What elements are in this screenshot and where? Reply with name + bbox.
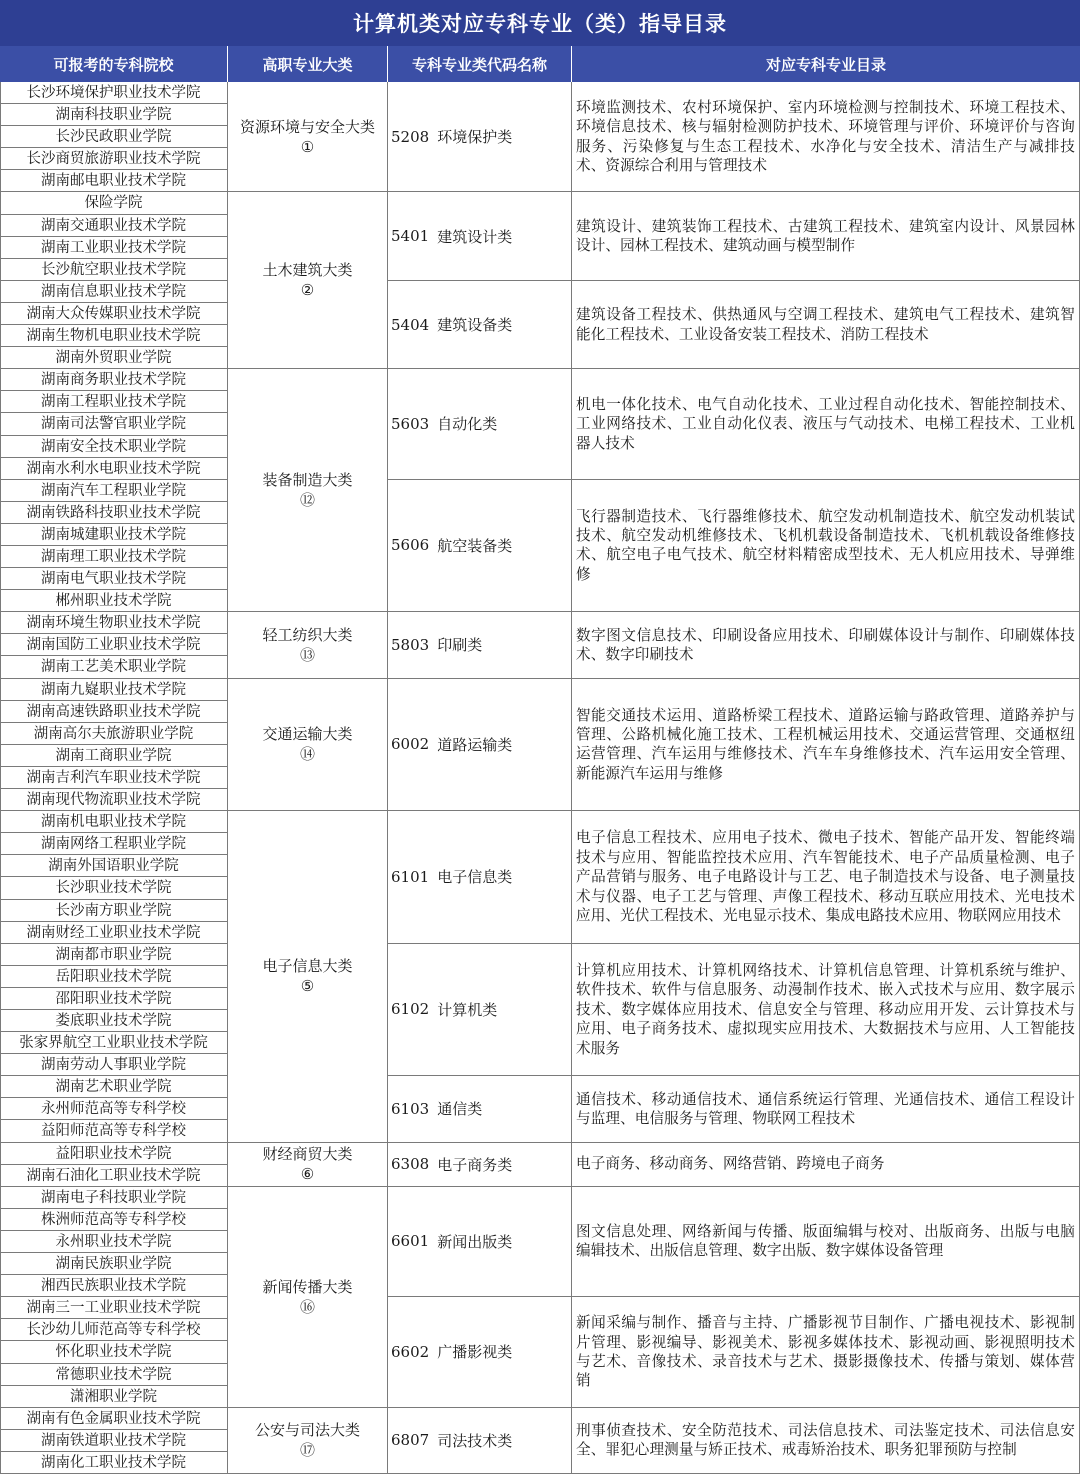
school-cell: 湖南电子科技职业学院	[0, 1187, 228, 1209]
school-cell: 湖南网络工程职业学院	[0, 833, 228, 855]
school-cell: 湖南有色金属职业技术学院	[0, 1408, 228, 1430]
school-cell: 永州师范高等专科学校	[0, 1098, 228, 1120]
school-cell: 永州职业技术学院	[0, 1231, 228, 1253]
school-cell: 湖南工业职业技术学院	[0, 237, 228, 259]
category-cell	[228, 82, 388, 192]
school-cell: 张家界航空工业职业技术学院	[0, 1032, 228, 1054]
subclass-code-cell	[388, 679, 572, 812]
school-cell: 湖南水利水电职业技术学院	[0, 458, 228, 480]
header-code: 专科专业类代码名称	[388, 46, 572, 82]
subclass-code: 6002	[391, 735, 430, 754]
school-cell: 湖南汽车工程职业学院	[0, 480, 228, 502]
majors-list-cell	[572, 82, 1080, 192]
school-cell: 长沙幼儿师范高等专科学校	[0, 1319, 228, 1341]
school-cell: 湖南外贸职业学院	[0, 347, 228, 369]
school-cell: 湖南九嶷职业技术学院	[0, 679, 228, 701]
school-cell: 湖南劳动人事职业学院	[0, 1054, 228, 1076]
school-cell: 湘西民族职业技术学院	[0, 1275, 228, 1297]
majors-list-cell	[572, 1076, 1080, 1142]
majors-list: 计算机应用技术、计算机网络技术、计算机信息管理、计算机系统与维护、软件技术、软件与信息服务、动漫制作技术、嵌入式技术与应用、数字展示技术、数字媒体应用技术、信息安全与管理、移动应用开发、云计算技术与应用、电子商务技术、虚拟现实应用技术、大数据技术与应用、人工智能技术服务	[576, 961, 1075, 1057]
school-cell: 长沙南方职业学院	[0, 900, 228, 922]
majors-list: 飞行器制造技术、飞行器维修技术、航空发动机制造技术、航空发动机装试技术、航空发动机维修技术、飞机机载设备制造技术、飞机机载设备维修技术、航空电子电气技术、航空材料精密成型技术、无人机应用技术、导弹维修	[576, 507, 1075, 583]
subclass-code-cell	[388, 480, 572, 613]
header-category: 高职专业大类	[228, 46, 388, 82]
category-name: 装备制造大类	[262, 471, 353, 490]
category-number: ⑫	[299, 491, 315, 510]
school-cell: 湖南信息职业技术学院	[0, 281, 228, 303]
subclass-code-cell	[388, 1143, 572, 1187]
subclass-code: 6308	[391, 1155, 430, 1174]
school-cell: 长沙民政职业学院	[0, 126, 228, 148]
majors-list-cell	[572, 811, 1080, 944]
subclass-name: 环境保护类	[437, 128, 513, 147]
majors-list: 机电一体化技术、电气自动化技术、工业过程自动化技术、智能控制技术、工业网络技术、工业自动化仪表、液压与气动技术、电梯工程技术、工业机器人技术	[576, 395, 1075, 452]
majors-list-cell	[572, 1297, 1080, 1407]
category-cell	[228, 192, 388, 369]
subclass-code: 6103	[391, 1099, 430, 1118]
school-cell: 湖南工程职业技术学院	[0, 391, 228, 413]
category-cell	[228, 679, 388, 812]
school-cell: 长沙职业技术学院	[0, 877, 228, 899]
school-cell: 郴州职业技术学院	[0, 590, 228, 612]
header-schools: 可报考的专科院校	[0, 46, 228, 82]
subclass-name: 建筑设备类	[437, 316, 513, 335]
school-cell: 益阳职业技术学院	[0, 1143, 228, 1165]
category-cell	[228, 612, 388, 678]
majors-list: 刑事侦查技术、安全防范技术、司法信息技术、司法鉴定技术、司法信息安全、罪犯心理测量与矫正技术、戒毒矫治技术、职务犯罪预防与控制	[576, 1421, 1075, 1459]
majors-table	[0, 82, 1080, 1474]
subclass-code-cell	[388, 82, 572, 192]
subclass-code-cell	[388, 612, 572, 678]
school-cell: 湖南国防工业职业技术学院	[0, 634, 228, 656]
subclass-code: 6807	[391, 1431, 430, 1450]
subclass-code: 5401	[391, 227, 430, 246]
category-cell	[228, 1187, 388, 1408]
majors-list: 图文信息处理、网络新闻与传播、版面编辑与校对、出版商务、出版与电脑编辑技术、出版信息管理、数字出版、数字媒体设备管理	[576, 1223, 1075, 1260]
subclass-code-cell	[388, 1297, 572, 1407]
subclass-name: 航空装备类	[437, 536, 513, 555]
subclass-name: 建筑设计类	[437, 227, 513, 246]
page-title: 计算机类对应专科专业（类）指导目录	[0, 0, 1080, 46]
subclass-code: 6602	[391, 1342, 430, 1361]
school-cell: 常德职业技术学院	[0, 1364, 228, 1386]
school-cell: 娄底职业技术学院	[0, 1010, 228, 1032]
school-cell: 湖南高尔夫旅游职业学院	[0, 723, 228, 745]
majors-list-cell	[572, 612, 1080, 678]
school-cell: 保险学院	[0, 192, 228, 214]
table-header	[0, 46, 1080, 82]
school-cell: 长沙环境保护职业技术学院	[0, 82, 228, 104]
category-cell	[228, 369, 388, 612]
category-number: ②	[300, 281, 315, 300]
majors-list: 建筑设计、建筑装饰工程技术、古建筑工程技术、建筑室内设计、风景园林设计、园林工程技术、建筑动画与模型制作	[576, 217, 1075, 255]
school-cell: 湖南艺术职业学院	[0, 1076, 228, 1098]
majors-list: 电子商务、移动商务、网络营销、跨境电子商务	[576, 1155, 885, 1173]
subclass-code: 6601	[391, 1232, 430, 1251]
school-cell: 湖南财经工业职业技术学院	[0, 922, 228, 944]
school-cell: 湖南商务职业技术学院	[0, 369, 228, 391]
school-cell: 湖南司法警官职业学院	[0, 413, 228, 435]
school-cell: 湖南城建职业技术学院	[0, 524, 228, 546]
subclass-code-cell	[388, 944, 572, 1077]
subclass-code-cell	[388, 281, 572, 369]
school-cell: 湖南都市职业学院	[0, 944, 228, 966]
school-cell: 湖南机电职业技术学院	[0, 811, 228, 833]
majors-list-cell	[572, 1408, 1080, 1474]
category-name: 公安与司法大类	[254, 1421, 360, 1440]
subclass-code-cell	[388, 192, 572, 280]
category-name: 新闻传播大类	[262, 1277, 353, 1296]
category-number: ⑭	[299, 745, 315, 764]
subclass-code-cell	[388, 811, 572, 944]
category-cell	[228, 1408, 388, 1474]
school-cell: 湖南工艺美术职业学院	[0, 656, 228, 678]
header-majors: 对应专科专业目录	[572, 46, 1080, 82]
category-number: ⑬	[299, 645, 315, 664]
majors-list: 智能交通技术运用、道路桥梁工程技术、道路运输与路政管理、道路养护与管理、公路机械化施工技术、工程机械运用技术、交通运营管理、交通枢纽运营管理、汽车运用与维修技术、汽车车身维修技术、汽车运用安全管理、新能源汽车运用与维修	[576, 706, 1075, 782]
school-cell: 湖南电气职业技术学院	[0, 568, 228, 590]
category-number: ⑯	[299, 1297, 315, 1316]
majors-list: 数字图文信息技术、印刷设备应用技术、印刷媒体设计与制作、印刷媒体技术、数字印刷技术	[576, 626, 1075, 663]
subclass-code-cell	[388, 1076, 572, 1142]
majors-list: 环境监测技术、农村环境保护、室内环境检测与控制技术、环境工程技术、环境信息技术、核与辐射检测防护技术、环境管理与评价、环境评价与咨询服务、污染修复与生态工程技术、水净化与安全技术、清洁生产与减排技术、资源综合利用与管理技术	[576, 98, 1075, 175]
subclass-code-cell	[388, 1408, 572, 1474]
school-cell: 潇湘职业学院	[0, 1386, 228, 1408]
majors-list: 电子信息工程技术、应用电子技术、微电子技术、智能产品开发、智能终端技术与应用、智能监控技术应用、汽车智能技术、电子产品质量检测、电子产品营销与服务、电子电路设计与工艺、电子制造技术与设备、电子测量技术与仪器、电子工艺与管理、声像工程技术、移动互联应用技术、光电技术应用、光伏工程技术、光电显示技术、集成电路技术应用、物联网应用技术	[576, 829, 1075, 925]
school-cell: 湖南邮电职业技术学院	[0, 170, 228, 192]
school-cell: 湖南理工职业技术学院	[0, 546, 228, 568]
school-cell: 长沙商贸旅游职业技术学院	[0, 148, 228, 170]
school-cell: 湖南吉利汽车职业技术学院	[0, 767, 228, 789]
school-cell: 湖南安全技术职业学院	[0, 436, 228, 458]
school-cell: 湖南铁道职业技术学院	[0, 1430, 228, 1452]
majors-list-cell	[572, 1187, 1080, 1297]
school-cell: 湖南化工职业技术学院	[0, 1452, 228, 1474]
school-cell: 岳阳职业技术学院	[0, 966, 228, 988]
school-cell: 湖南交通职业技术学院	[0, 215, 228, 237]
subclass-name: 印刷类	[437, 636, 483, 655]
majors-list-cell	[572, 944, 1080, 1077]
category-cell	[228, 1143, 388, 1187]
category-number: ⑤	[300, 977, 315, 996]
school-cell: 湖南生物机电职业技术学院	[0, 325, 228, 347]
category-cell	[228, 811, 388, 1142]
category-name: 财经商贸大类	[262, 1145, 353, 1164]
school-cell: 益阳师范高等专科学校	[0, 1120, 228, 1142]
school-cell: 株洲师范高等专科学校	[0, 1209, 228, 1231]
category-name: 交通运输大类	[262, 725, 353, 744]
school-cell: 湖南科技职业学院	[0, 104, 228, 126]
school-cell: 湖南三一工业职业技术学院	[0, 1297, 228, 1319]
school-cell: 长沙航空职业技术学院	[0, 259, 228, 281]
category-number: ⑰	[299, 1441, 315, 1460]
majors-list: 建筑设备工程技术、供热通风与空调工程技术、建筑电气工程技术、建筑智能化工程技术、工业设备安装工程技术、消防工程技术	[576, 306, 1075, 343]
majors-list-cell	[572, 1143, 1080, 1187]
school-cell: 湖南工商职业学院	[0, 745, 228, 767]
subclass-code: 6102	[391, 1000, 430, 1019]
school-cell: 湖南外国语职业学院	[0, 855, 228, 877]
majors-list-cell	[572, 192, 1080, 280]
subclass-code-cell	[388, 369, 572, 479]
subclass-name: 电子信息类	[437, 868, 513, 887]
school-cell: 邵阳职业技术学院	[0, 988, 228, 1010]
majors-list: 新闻采编与制作、播音与主持、广播影视节目制作、广播电视技术、影视制片管理、影视编导、影视美术、影视多媒体技术、影视动画、影视照明技术与艺术、音像技术、录音技术与艺术、摄影摄像技术、传播与策划、媒体营销	[576, 1314, 1075, 1390]
category-number: ⑥	[300, 1165, 315, 1184]
subclass-code: 5404	[391, 315, 430, 334]
school-cell: 湖南石油化工职业技术学院	[0, 1165, 228, 1187]
subclass-name: 电子商务类	[437, 1155, 513, 1174]
subclass-name: 自动化类	[437, 415, 498, 434]
subclass-code: 5803	[391, 635, 430, 654]
majors-list-cell	[572, 369, 1080, 479]
school-cell: 湖南大众传媒职业技术学院	[0, 303, 228, 325]
majors-list-cell	[572, 679, 1080, 812]
school-cell: 怀化职业技术学院	[0, 1341, 228, 1363]
subclass-code: 5603	[391, 414, 430, 433]
subclass-code: 5606	[391, 536, 430, 555]
subclass-code: 6101	[391, 867, 430, 886]
subclass-name: 计算机类	[437, 1000, 498, 1019]
category-name: 电子信息大类	[262, 957, 353, 976]
school-cell: 湖南民族职业学院	[0, 1253, 228, 1275]
majors-list-cell	[572, 480, 1080, 613]
category-number: ①	[300, 137, 315, 156]
school-cell: 湖南现代物流职业技术学院	[0, 789, 228, 811]
subclass-name: 新闻出版类	[437, 1232, 513, 1251]
category-name: 轻工纺织大类	[262, 625, 353, 644]
subclass-name: 通信类	[437, 1100, 483, 1119]
category-name: 土木建筑大类	[262, 261, 353, 280]
subclass-name: 广播影视类	[437, 1343, 513, 1362]
subclass-code-cell	[388, 1187, 572, 1297]
subclass-name: 道路运输类	[437, 735, 513, 754]
majors-list-cell	[572, 281, 1080, 369]
school-cell: 湖南高速铁路职业技术学院	[0, 701, 228, 723]
school-cell: 湖南环境生物职业技术学院	[0, 612, 228, 634]
subclass-name: 司法技术类	[437, 1431, 513, 1450]
category-name: 资源环境与安全大类	[239, 117, 375, 136]
school-cell: 湖南铁路科技职业技术学院	[0, 502, 228, 524]
subclass-code: 5208	[391, 127, 430, 146]
majors-list: 通信技术、移动通信技术、通信系统运行管理、光通信技术、通信工程设计与监理、电信服务与管理、物联网工程技术	[576, 1090, 1075, 1127]
